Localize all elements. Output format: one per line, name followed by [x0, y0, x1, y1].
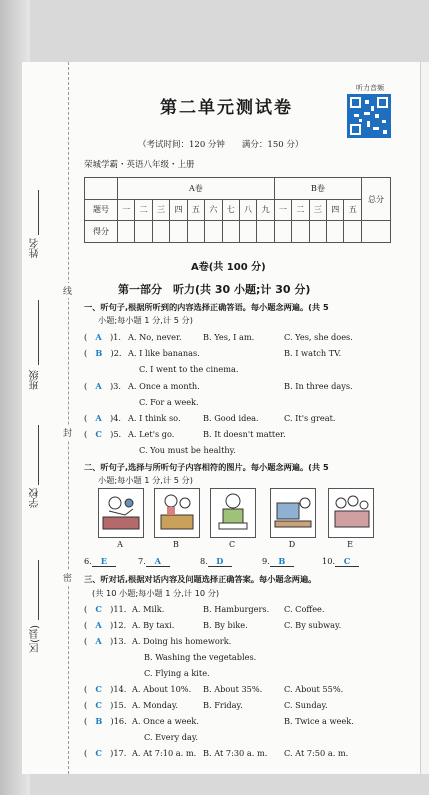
answer-mark: A	[95, 381, 102, 391]
score-col: 五	[187, 199, 204, 221]
picture-b-shopping-icon	[154, 488, 200, 538]
district-underline	[38, 560, 39, 620]
next-page-edge	[420, 62, 429, 774]
instruction-3: 三、听对话,根据对话内容及问题选择正确答案。每小题念两遍。	[84, 574, 317, 584]
score-cell[interactable]	[118, 221, 135, 243]
question-number: 2	[113, 348, 119, 358]
school-underline	[38, 425, 39, 485]
score-table-corner	[85, 178, 118, 200]
answer-mark: B	[95, 348, 103, 358]
option: A. Milk.	[132, 604, 165, 614]
score-col: 三	[152, 199, 169, 221]
picture-label: E	[347, 540, 353, 549]
option: B. Yes, I am.	[203, 332, 255, 342]
picture-c-reading-icon	[210, 488, 256, 538]
score-col: 六	[205, 199, 222, 221]
fill-answer	[322, 556, 359, 567]
score-col: 二	[135, 199, 152, 221]
name-underline	[38, 190, 39, 235]
answer-mark: C	[95, 684, 102, 694]
answer-mark: C	[95, 700, 102, 710]
score-cell[interactable]	[135, 221, 152, 243]
class-label: 班级	[30, 370, 41, 390]
option: A. About 10%.	[132, 684, 192, 694]
score-cell[interactable]	[205, 221, 222, 243]
question-row: ( A )13.	[84, 636, 127, 646]
score-col: 三	[309, 199, 326, 221]
school-label: 学校	[30, 488, 41, 508]
option: C. About 55%.	[284, 684, 344, 694]
question-number: 13	[113, 636, 124, 646]
picture-label: B	[173, 540, 179, 549]
answer-mark: C	[95, 748, 102, 758]
option: A. At 7:10 a. m.	[132, 748, 197, 758]
question-number: 15	[113, 700, 124, 710]
option: A. Let's go.	[128, 429, 175, 439]
score-row-label-score: 得分	[85, 221, 118, 243]
exam-meta: （考试时间：120 分钟 满分：150 分）	[138, 140, 304, 150]
question-number: 1	[113, 332, 119, 342]
answer-mark: A	[95, 413, 102, 423]
name-label: 姓名	[30, 238, 41, 258]
picture-label: A	[117, 540, 123, 549]
score-group-a: A卷	[118, 178, 275, 200]
option: C. At 7:50 a. m.	[284, 748, 349, 758]
question-number: 16	[113, 716, 125, 726]
fill-blank[interactable]: C	[335, 556, 359, 567]
question-row: ( A )12.	[84, 620, 127, 630]
seal-char-secret: 密	[63, 570, 72, 585]
option: B. I watch TV.	[284, 348, 342, 358]
instruction-2-cont: 小题;每小题 1 分,计 5 分)	[98, 475, 193, 485]
question-number: 5	[113, 429, 119, 439]
answer-mark: B	[95, 716, 103, 726]
option: B. Washing the vegetables.	[144, 652, 257, 662]
instruction-1-cont: 小题;每小题 1 分,计 5 分)	[98, 315, 193, 325]
score-col: 四	[327, 199, 344, 221]
score-cell[interactable]	[344, 221, 362, 243]
fill-answer	[84, 556, 116, 567]
instruction-1: 一、听句子,根据所听到的内容选择正确答语。每小题念两遍。(共 5	[84, 302, 329, 312]
score-table	[84, 177, 391, 243]
instruction-3-cont: (共 10 小题;每小题 1 分,计 10 分)	[92, 588, 220, 598]
seal-char-seal: 封	[63, 425, 72, 440]
option: A. By taxi.	[132, 620, 175, 630]
question-number: 4	[113, 413, 119, 423]
option: A. I like bananas.	[128, 348, 200, 358]
fill-number: 6.	[84, 556, 92, 566]
option: C. Coffee.	[284, 604, 325, 614]
score-cell[interactable]	[257, 221, 274, 243]
score-cell[interactable]	[292, 221, 309, 243]
answer-mark: A	[95, 620, 102, 630]
option: C. Yes, she does.	[284, 332, 353, 342]
option: B. It doesn't matter.	[203, 429, 286, 439]
part1-heading: 第一部分 听力(共 30 小题;计 30 分)	[118, 283, 311, 296]
fill-blank[interactable]: D	[208, 556, 232, 567]
page-title: 第二单元测试卷	[160, 98, 293, 118]
option: C. It's great.	[284, 413, 336, 423]
qr-label: 听力音频	[356, 84, 384, 92]
option: A. Once a week.	[132, 716, 199, 726]
option: A. Once a month.	[128, 381, 200, 391]
fill-number: 10.	[322, 556, 336, 566]
option: B. In three days.	[284, 381, 353, 391]
option: C. Flying a kite.	[144, 668, 210, 678]
fill-answer	[138, 556, 170, 567]
qr-code-icon[interactable]	[347, 94, 391, 138]
question-number: 12	[113, 620, 124, 630]
option: B. Good idea.	[203, 413, 259, 423]
fill-answer	[262, 556, 294, 567]
option: B. Friday.	[203, 700, 243, 710]
question-row: ( C )5.	[84, 429, 122, 439]
score-cell[interactable]	[222, 221, 239, 243]
picture-label: C	[228, 540, 236, 549]
instruction-2: 二、听句子,选择与所听句子内容相符的图片。每小题念两遍。(共 5	[84, 462, 329, 472]
score-row-label-number: 题号	[85, 199, 118, 221]
answer-mark: A	[95, 636, 102, 646]
section-a-heading: A卷(共 100 分)	[191, 262, 266, 273]
question-number: 11	[113, 604, 124, 614]
question-number: 17	[113, 748, 124, 758]
score-col: 九	[257, 199, 274, 221]
score-col: 四	[170, 199, 187, 221]
option: C. I went to the cinema.	[139, 364, 239, 374]
district-label: 区(县)	[30, 625, 41, 653]
score-cell[interactable]	[170, 221, 187, 243]
question-number: 14	[113, 684, 124, 694]
score-col: 八	[239, 199, 256, 221]
score-cell[interactable]	[362, 221, 391, 243]
fill-number: 8.	[200, 556, 208, 566]
option: A. Monday.	[132, 700, 178, 710]
option: B. At 7:30 a. m.	[203, 748, 268, 758]
question-row: ( B )2.	[84, 348, 122, 358]
class-underline	[38, 300, 39, 365]
option: A. I think so.	[128, 413, 181, 423]
answer-mark: C	[95, 429, 102, 439]
answer-mark: A	[95, 332, 102, 342]
question-row: ( A )1.	[84, 332, 121, 342]
score-total-header: 总分	[362, 178, 391, 221]
fill-blank[interactable]: E	[92, 556, 116, 567]
option: C. For a week.	[139, 397, 199, 407]
fill-number: 9.	[262, 556, 270, 566]
score-cell[interactable]	[152, 221, 169, 243]
picture-d-computer-icon	[270, 488, 316, 538]
question-row: ( C )15.	[84, 700, 127, 710]
score-col: 二	[292, 199, 309, 221]
option: A. Doing his homework.	[132, 636, 232, 646]
option: C. Sunday.	[284, 700, 328, 710]
question-number: 3	[113, 381, 119, 391]
option: C. Every day.	[144, 732, 199, 742]
question-row: ( A )3.	[84, 381, 121, 391]
picture-a-running-icon	[98, 488, 144, 538]
score-cell[interactable]	[274, 221, 291, 243]
series-label: 荣城学霸・英语八年级・上册	[84, 160, 195, 170]
score-col: 一	[118, 199, 135, 221]
binding-dashed-line	[68, 62, 69, 774]
picture-e-family-icon	[328, 488, 374, 538]
option: C. You must be healthy.	[139, 445, 236, 455]
option: B. Hamburgers.	[203, 604, 270, 614]
option: A. No, never.	[128, 332, 182, 342]
option: B. By bike.	[203, 620, 248, 630]
answer-mark: C	[95, 604, 102, 614]
option: C. By subway.	[284, 620, 342, 630]
score-col: 五	[344, 199, 362, 221]
fill-blank[interactable]: B	[270, 556, 294, 567]
score-col: 一	[274, 199, 291, 221]
question-row: ( C )14.	[84, 684, 127, 694]
fill-number: 7.	[138, 556, 146, 566]
score-group-b: B卷	[274, 178, 361, 200]
question-row: ( A )4.	[84, 413, 121, 423]
seal-char-line: 线	[63, 283, 72, 298]
fill-blank[interactable]: A	[146, 556, 170, 567]
picture-label: D	[288, 540, 296, 549]
question-row: ( C )11.	[84, 604, 127, 614]
score-col: 七	[222, 199, 239, 221]
fill-answer	[200, 556, 232, 567]
score-cell[interactable]	[239, 221, 256, 243]
option: B. About 35%.	[203, 684, 263, 694]
option: B. Twice a week.	[284, 716, 354, 726]
question-row: ( C )17.	[84, 748, 127, 758]
score-cell[interactable]	[309, 221, 326, 243]
question-row: ( B )16.	[84, 716, 127, 726]
score-cell[interactable]	[327, 221, 344, 243]
score-cell[interactable]	[187, 221, 204, 243]
